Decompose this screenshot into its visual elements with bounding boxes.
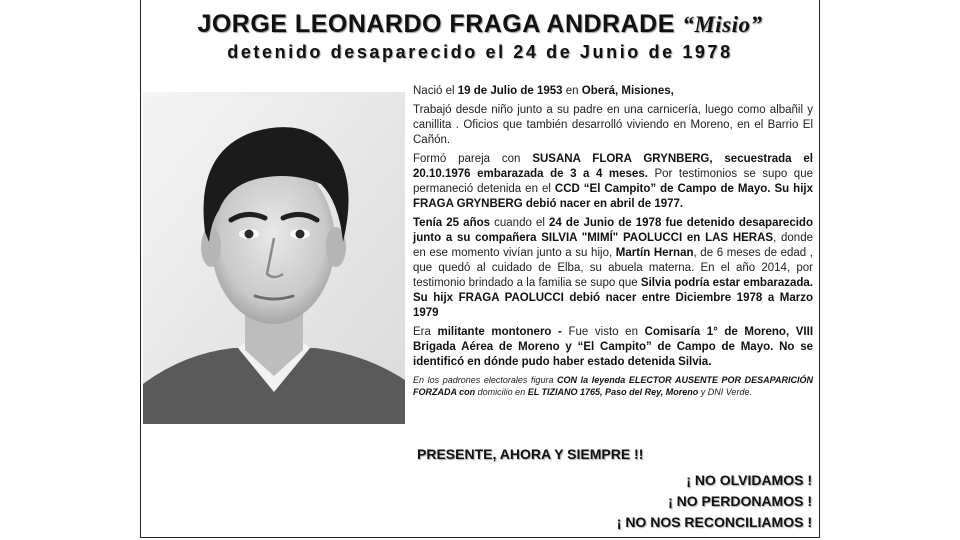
bio-work: Trabajó desde niño junto a su padre en una carnicería, luego como albañil y canillita . Oficios que también desarrolló viviendo en Moreno, en el Barrio El Cañón. bbox=[413, 104, 813, 146]
person-nickname: “Misio” bbox=[682, 12, 763, 37]
biography bbox=[413, 84, 813, 402]
slogan-no-nos-reconciliamos: ¡ NO NOS RECONCILIAMOS ! bbox=[616, 514, 812, 530]
slogans bbox=[617, 470, 812, 533]
person-name: JORGE LEONARDO FRAGA ANDRADE bbox=[197, 10, 675, 38]
bio-partner: Formó pareja con SUSANA FLORA GRYNBERG, secuestrada el 20.10.1976 embarazada de 3 a 4 meses. Por testimonios se supo que permaneció detenida en el CCD “El Campito” de Campo de Mayo. Su hijx FRAGA GRYNBERG debió nacer en abril de 1977. bbox=[413, 153, 813, 210]
page-title bbox=[140, 10, 820, 39]
bio-detention: Tenía 25 años cuando el 24 de Junio de 1978 fue detenido desaparecido junto a su compañera SILVIA "MIMÍ" PAOLUCCI en LAS HERAS, donde en ese momento vivían junto a su hijo, Martín Hernan, de 6 meses de edad , que quedó al cuidado de Elba, su abuela materna. En el año 2014, por testimonio brindado a la familia se supo que Silvia podría estar embarazada. Su hijx FRAGA PAOLUCCI debió nacer entre Diciembre 1978 a Marzo 1979 bbox=[413, 217, 813, 319]
bio-militancy: Era militante montonero - Fue visto en Comisaría 1° de Moreno, VIII Brigada Aérea de Moreno y “El Campito” de Campo de Mayo. No se identificó en dónde pudo haber estado detenida Silvia. bbox=[413, 326, 814, 368]
slogan-no-olvidamos: ¡ NO OLVIDAMOS ! bbox=[686, 472, 812, 488]
bio-electoral-note: En los padrones electorales figura CON la leyenda ELECTOR AUSENTE POR DESAPARICIÓN FORZADA con domicilio en EL TIZIANO 1765, Paso del Rey, Moreno y DNI Verde. bbox=[413, 375, 813, 397]
portrait-photo bbox=[143, 92, 405, 424]
page-subtitle: detenido desaparecido el 24 de Junio de 1978 bbox=[227, 42, 733, 62]
bio-birth: Nació el 19 de Julio de 1953 en Oberá, Misiones, bbox=[413, 85, 674, 97]
slogan-no-perdonamos: ¡ NO PERDONAMOS ! bbox=[668, 493, 812, 509]
presente-slogan: PRESENTE, AHORA Y SIEMPRE !! bbox=[417, 446, 644, 462]
